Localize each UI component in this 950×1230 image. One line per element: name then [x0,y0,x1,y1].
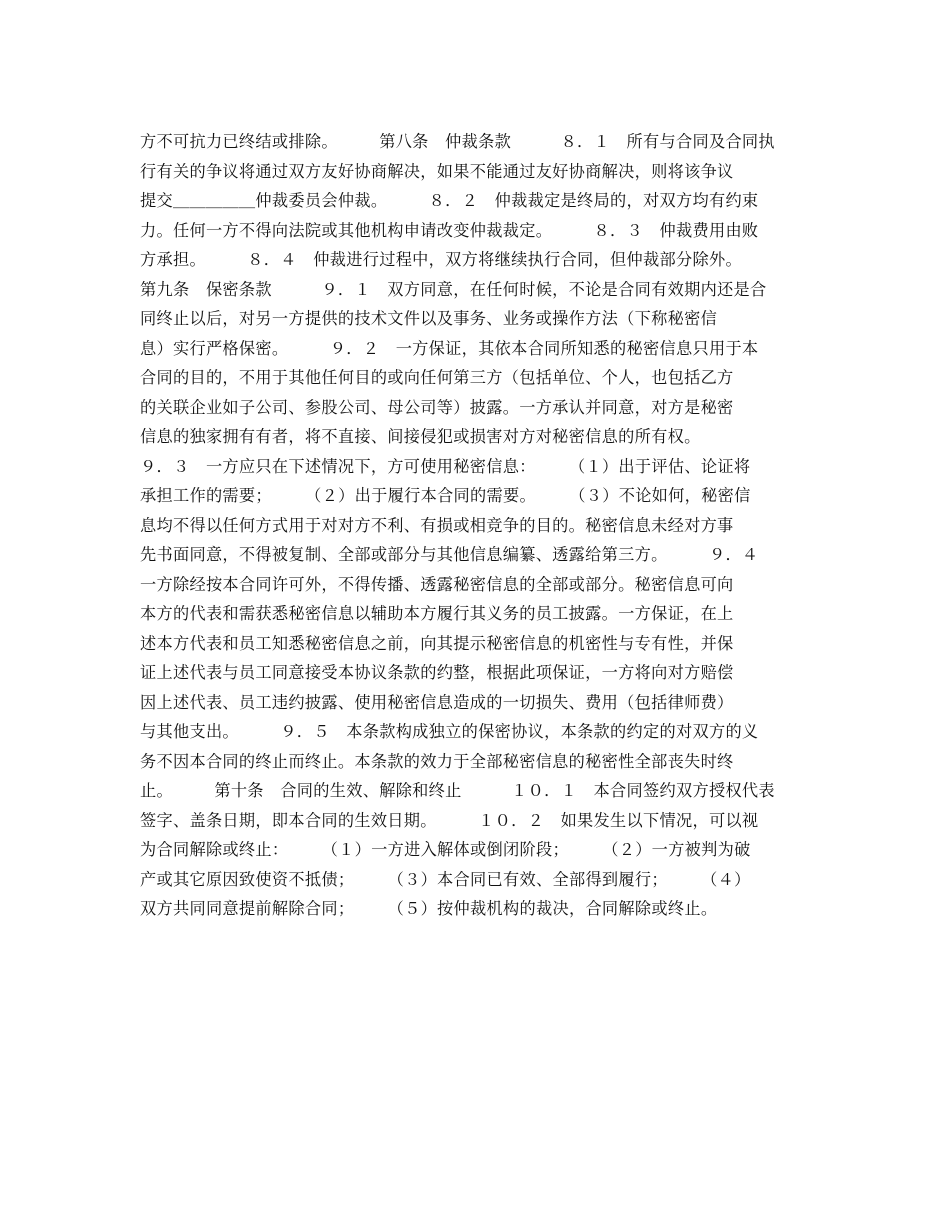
text-line: 为合同解除或终止： （１）一方进入解体或倒闭阶段； （２）一方被判为破 [140,840,751,859]
text-line: 合同的目的，不用于其他任何目的或向任何第三方（包括单位、个人，也包括乙方 [140,368,734,387]
text-line: 行有关的争议将通过双方友好协商解决，如果不能通过友好协商解决，则将该争议 [140,161,734,181]
text-line: 一方除经按本合同许可外，不得传播、透露秘密信息的全部或部分。秘密信息可向 [140,574,734,594]
text-line: 产或其它原因致使资不抵债； （３）本合同已有效、全部得到履行； （４） [140,869,751,889]
text-line: 承担工作的需要； （２）出于履行本合同的需要。 （３）不论如何，秘密信 [140,486,751,505]
text-line: 第九条 保密条款 ９．１ 双方同意，在任何时候，不论是合同有效期内还是合 [140,279,767,299]
text-line: 述本方代表和员工知悉秘密信息之前，向其提示秘密信息的机密性与专有性，并保 [140,633,734,653]
text-line: 的关联企业如子公司、参股公司、母公司等）披露。一方承认并同意，对方是秘密 [140,397,734,417]
contract-body-text [140,127,820,924]
text-line: ９．３ 一方应只在下述情况下，方可使用秘密信息： （１）出于评估、论证将 [140,456,751,476]
text-line: 方不可抗力已终结或排除。 第八条 仲裁条款 ８．１ 所有与合同及合同执 [140,132,775,151]
text-line: 方承担。 ８．４ 仲裁进行过程中，双方将继续执行合同，但仲裁部分除外。 [140,250,742,269]
text-line: 务不因本合同的终止而终止。本条款的效力于全部秘密信息的秘密性全部丧失时终 [140,751,734,771]
text-line: 签字、盖条日期，即本合同的生效日期。 １０．２ 如果发生以下情况，可以视 [140,810,759,830]
text-line: 证上述代表与员工同意接受本协议条款的约整，根据此项保证，一方将向对方赔偿 [140,663,734,682]
text-line: 双方共同同意提前解除合同； （５）按仲裁机构的裁决，合同解除或终止。 [140,899,718,918]
text-line: 提交＿＿＿＿＿仲裁委员会仲裁。 ８．２ 仲裁裁定是终局的，对双方均有约束 [140,191,759,210]
text-line: 力。任何一方不得向法院或其他机构申请改变仲裁裁定。 ８．３ 仲裁费用由败 [140,220,759,240]
text-line: 与其他支出。 ９．５ 本条款构成独立的保密协议，本条款的约定的对双方的义 [140,722,759,741]
text-line: 本方的代表和需获悉秘密信息以辅助本方履行其义务的员工披露。一方保证，在上 [140,604,734,623]
text-line: 息均不得以任何方式用于对对方不利、有损或相竞争的目的。秘密信息未经对方事 [140,515,734,535]
text-line: 息）实行严格保密。 ９．２ 一方保证，其依本合同所知悉的秘密信息只用于本 [140,338,759,358]
text-line: 止。 第十条 合同的生效、解除和终止 １０．１ 本合同签约双方授权代表 [140,781,775,800]
text-line: 因上述代表、员工违约披露、使用秘密信息造成的一切损失、费用（包括律师费） [140,692,734,712]
text-line: 信息的独家拥有有者，将不直接、间接侵犯或损害对方对秘密信息的所有权。 [140,427,701,446]
text-line: 同终止以后，对另一方提供的技术文件以及事务、业务或操作方法（下称秘密信 [140,309,718,328]
text-line: 先书面同意，不得被复制、全部或部分与其他信息编纂、透露给第三方。 ９．４ [140,545,759,564]
